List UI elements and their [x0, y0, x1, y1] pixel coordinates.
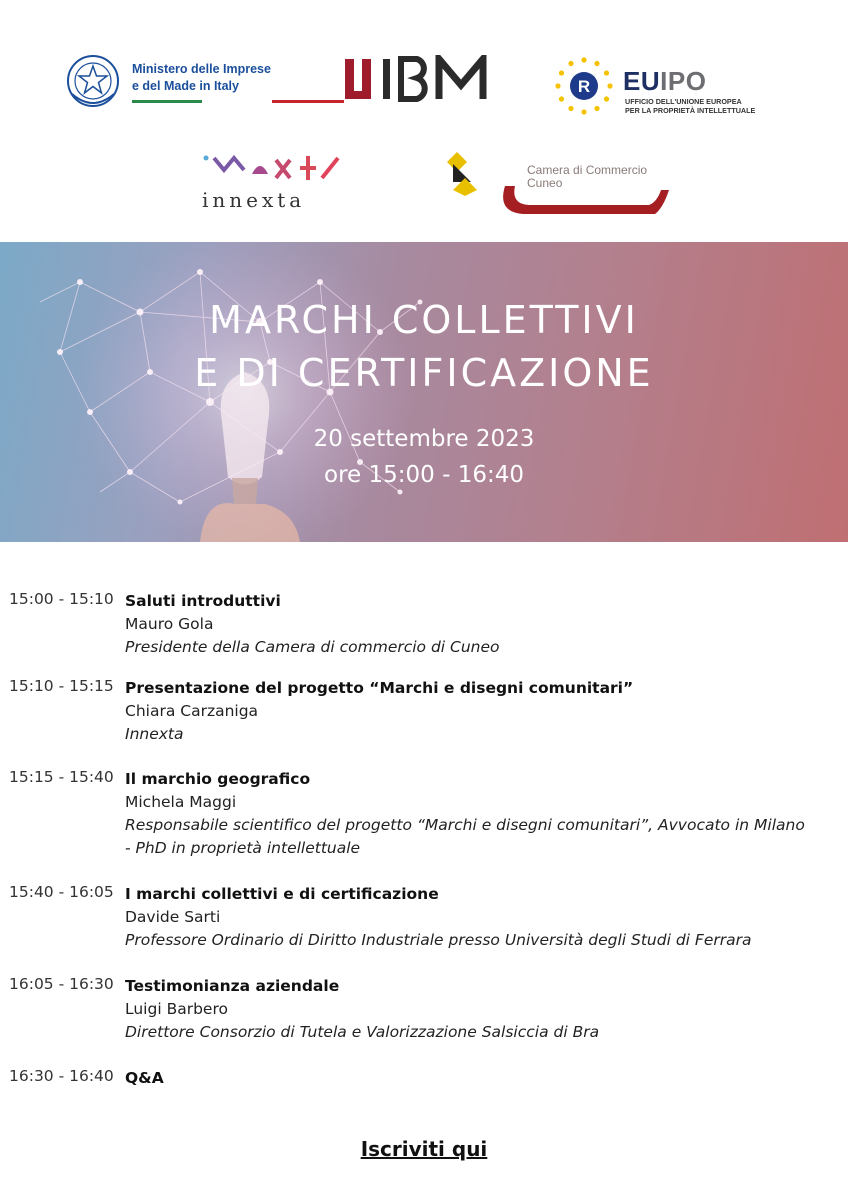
- agenda-topic: Saluti introduttivi: [125, 592, 281, 610]
- agenda-time: 16:30 - 16:40: [9, 1067, 114, 1085]
- ministry-name-line1: Ministero delle Imprese: [132, 62, 271, 76]
- camera-name-line2: Cuneo: [527, 176, 563, 190]
- uibm-logo: [343, 55, 493, 105]
- ministry-logo: [66, 52, 296, 114]
- innexta-logo: [200, 150, 345, 215]
- eu-stars-icon: [553, 55, 615, 117]
- agenda-role: Direttore Consorzio di Tutela e Valorizzazione Salsiccia di Bra: [125, 1023, 600, 1041]
- agenda-time: 15:00 - 15:10: [9, 590, 114, 608]
- event-time: ore 15:00 - 16:40: [324, 462, 524, 488]
- camera-name-line1: Camera di Commercio: [527, 163, 648, 177]
- agenda-speaker: Michela Maggi: [125, 793, 237, 811]
- agenda-speaker: Davide Sarti: [125, 908, 221, 926]
- innexta-mark-icon: [200, 150, 345, 186]
- ministry-name-line2: e del Made in Italy: [132, 79, 239, 93]
- register-link[interactable]: Iscriviti qui: [360, 1137, 488, 1161]
- euipo-ipo: IPO: [660, 66, 707, 96]
- event-title: [0, 294, 848, 400]
- italian-flag-stripe: [132, 100, 344, 103]
- event-title-line2: E DI CERTIFICAZIONE: [194, 351, 654, 395]
- agenda-speaker: Mauro Gola: [125, 615, 214, 633]
- italian-emblem-icon: [66, 52, 120, 110]
- innexta-wordmark: innexta: [202, 188, 306, 212]
- event-title-line1: MARCHI COLLETTIVI: [209, 298, 639, 342]
- agenda-topic: Il marchio geografico: [125, 770, 311, 788]
- svg-text:R: R: [577, 77, 591, 96]
- agenda-time: 16:05 - 16:30: [9, 975, 114, 993]
- agenda-time: 15:40 - 16:05: [9, 883, 114, 901]
- agenda-topic: I marchi collettivi e di certificazione: [125, 885, 439, 903]
- euipo-subtitle-line1: UFFICIO DELL'UNIONE EUROPEA: [625, 97, 742, 106]
- camera-commercio-logo: [445, 150, 675, 220]
- agenda-speaker: Luigi Barbero: [125, 1000, 228, 1018]
- agenda-topic: Testimonianza aziendale: [125, 977, 340, 995]
- agenda-time: 15:15 - 15:40: [9, 768, 114, 786]
- agenda-topic: Q&A: [125, 1069, 164, 1087]
- agenda-role: Responsabile scientifico del progetto “Marchi e disegni comunitari”, Avvocato in Milano - PhD in proprietà intellettuale: [125, 816, 805, 857]
- agenda-speaker: Chiara Carzaniga: [125, 702, 259, 720]
- agenda-role: Professore Ordinario di Diritto Industriale presso Università degli Studi di Ferrara: [125, 931, 752, 949]
- euipo-eu: EU: [623, 66, 661, 96]
- event-date: 20 settembre 2023: [313, 426, 535, 452]
- hero-banner: [0, 242, 848, 542]
- agenda-time: 15:10 - 15:15: [9, 677, 114, 695]
- euipo-logo: [553, 55, 793, 117]
- agenda-role: Innexta: [125, 725, 184, 743]
- euipo-subtitle-line2: PER LA PROPRIETÀ INTELLETTUALE: [625, 106, 756, 115]
- agenda-topic: Presentazione del progetto “Marchi e disegni comunitari”: [125, 679, 634, 697]
- agenda-role: Presidente della Camera di commercio di Cuneo: [125, 638, 500, 656]
